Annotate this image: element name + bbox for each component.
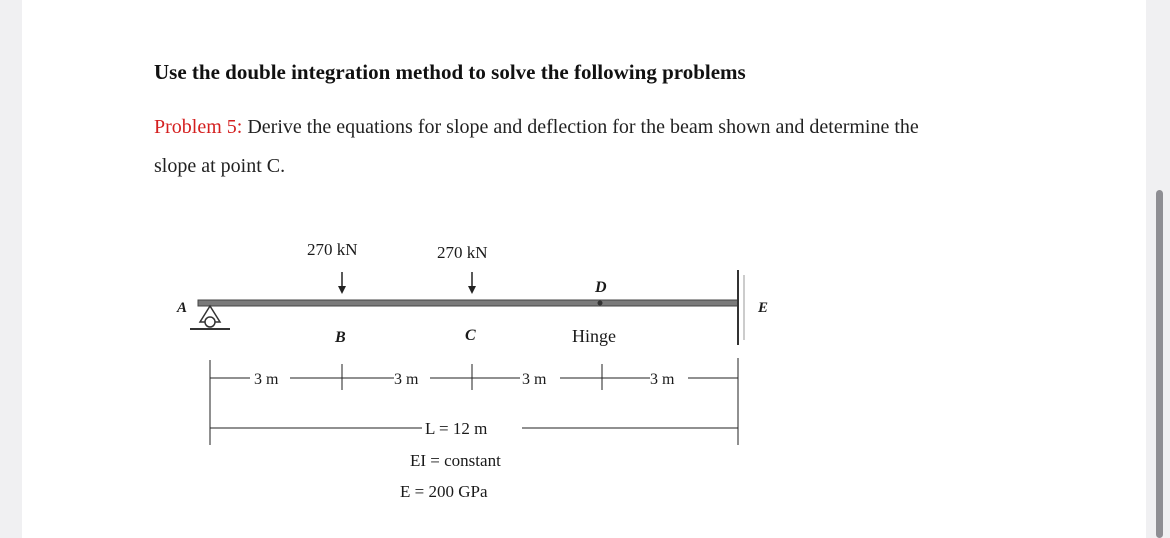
point-c-label: C xyxy=(465,327,476,344)
ei-label: EI = constant xyxy=(410,451,501,470)
vertical-scrollbar[interactable] xyxy=(1156,190,1163,538)
beam xyxy=(198,300,738,306)
pin-support-icon xyxy=(190,306,230,329)
hinge-icon xyxy=(598,301,603,306)
problem-statement-line-2: slope at point C. xyxy=(154,155,286,177)
load-arrow-b-icon xyxy=(338,272,346,294)
point-d-label: D xyxy=(595,279,607,296)
point-b-label: B xyxy=(335,329,346,346)
point-a-label: A xyxy=(177,300,188,316)
segment-label-2: 3 m xyxy=(394,371,419,388)
point-e-label: E xyxy=(758,300,769,316)
problem-label: Problem 5: xyxy=(154,116,243,138)
hinge-label: Hinge xyxy=(572,326,616,346)
beam-diagram xyxy=(22,0,1146,538)
segment-label-4: 3 m xyxy=(650,371,675,388)
load-label-2: 270 kN xyxy=(437,243,488,262)
fixed-support-icon xyxy=(738,270,744,345)
page-heading: Use the double integration method to solve the following problems xyxy=(154,60,746,84)
problem-text-1: Derive the equations for slope and deflection for the beam shown and determine the xyxy=(242,116,919,138)
segment-label-3: 3 m xyxy=(522,371,547,388)
total-length-label: L = 12 m xyxy=(425,419,488,438)
load-arrow-c-icon xyxy=(468,272,476,294)
segment-label-1: 3 m xyxy=(254,371,279,388)
load-label-1: 270 kN xyxy=(307,240,358,259)
document-page xyxy=(22,0,1146,538)
modulus-label: E = 200 GPa xyxy=(400,482,488,501)
